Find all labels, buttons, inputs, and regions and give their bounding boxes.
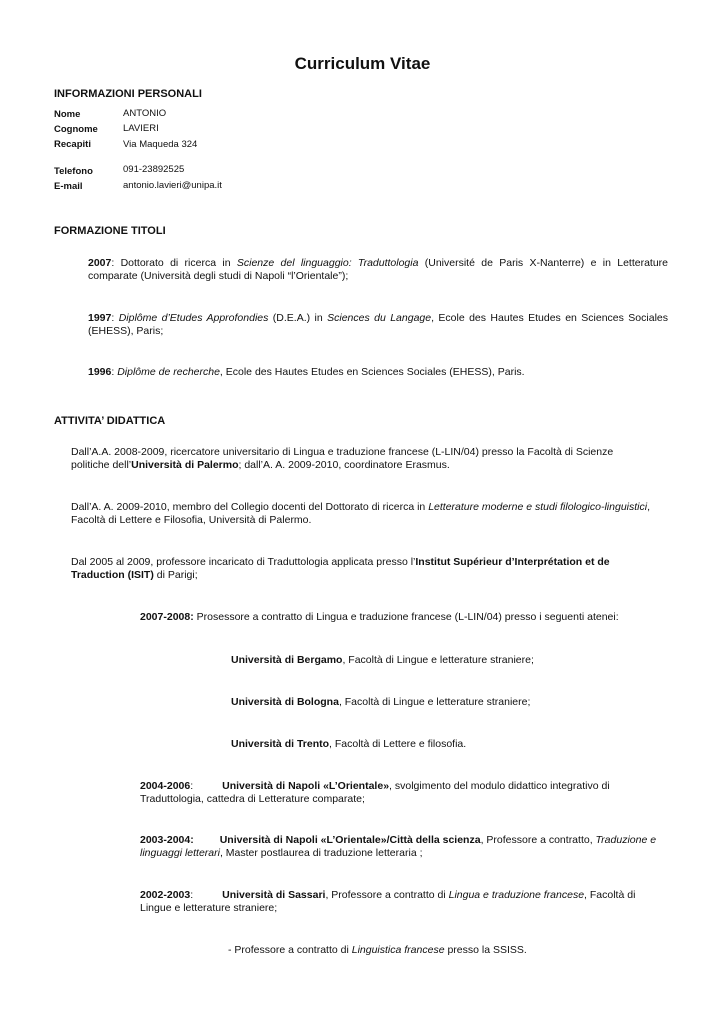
page-title: Curriculum Vitae bbox=[294, 54, 431, 73]
attivita-paragraph: Dal 2005 al 2009, professore incaricato di Traduttologia applicata presso l’Institut Supérieur d’Interprétation et de Traduction (ISIT) di Parigi; bbox=[71, 556, 610, 581]
label-recapiti: Recapiti bbox=[54, 139, 91, 150]
year: 2007 bbox=[88, 257, 112, 269]
university-item: Università di Bergamo, Facoltà di Lingue e letterature straniere; bbox=[231, 654, 534, 666]
year: 1997 bbox=[88, 312, 112, 324]
university-item: Università di Bologna, Facoltà di Lingue e letterature straniere; bbox=[231, 696, 531, 708]
experience-item: 2002-2003: Università di Sassari, Professore a contratto di Lingua e traduzione francese, Facoltà di Lingue e letterature straniere; bbox=[140, 889, 636, 914]
experience-item: - Professore a contratto di Linguistica francese presso la SSISS. bbox=[228, 944, 527, 956]
value-telefono: 091-23892525 bbox=[123, 164, 185, 175]
label-telefono: Telefono bbox=[54, 166, 93, 177]
value-recapiti: Via Maqueda 324 bbox=[123, 139, 198, 150]
experience-item: 2004-2006: Università di Napoli «L’Orientale», svolgimento del modulo didattico integrativo di Traduttologia, cattedra di Letterature comparate; bbox=[140, 780, 610, 805]
label-email: E-mail bbox=[54, 181, 83, 192]
value-nome: ANTONIO bbox=[123, 108, 167, 119]
label-nome: Nome bbox=[54, 109, 81, 120]
formazione-item: 2007: Dottorato di ricerca in Scienze del linguaggio: Traduttologia (Université de Paris X-Nanterre) e in Letterature comparate (Università degli studi di Napoli “l’Orientale”); bbox=[88, 257, 669, 282]
formazione-item: 1996: Diplôme de recherche, Ecole des Hautes Etudes en Sciences Sociales (EHESS), Paris. bbox=[88, 366, 525, 378]
experience-item: 2003-2004: Università di Napoli «L’Orientale»/Città della scienza, Professore a contratto, Traduzione e linguaggi letterari, Master postlaurea di traduzione letteraria ; bbox=[140, 834, 657, 859]
personal-heading: INFORMAZIONI PERSONALI bbox=[54, 88, 202, 100]
attivita-paragraph: Dall’A.A. 2008-2009, ricercatore universitario di Lingua e traduzione francese (L-LIN/04) presso la Facoltà di Scienze politiche dell’Università di Palermo; dall’A. A. 2009-2010, coordinatore Erasmus. bbox=[71, 446, 614, 471]
formazione-heading: FORMAZIONE TITOLI bbox=[54, 225, 166, 237]
year: 1996 bbox=[88, 366, 112, 378]
value-email: antonio.lavieri@unipa.it bbox=[123, 180, 222, 191]
label-cognome: Cognome bbox=[54, 124, 98, 135]
attivita-heading: ATTIVITA’ DIDATTICA bbox=[54, 415, 166, 427]
formazione-item: 1997: Diplôme d’Etudes Approfondies (D.E.A.) in Sciences du Langage, Ecole des Hautes Etudes en Sciences Sociales (EHESS), Paris; bbox=[88, 312, 668, 337]
university-item: Università di Trento, Facoltà di Lettere e filosofia. bbox=[231, 738, 467, 750]
attivita-paragraph: Dall’A. A. 2009-2010, membro del Collegio docenti del Dottorato di ricerca in Letterature moderne e studi filologico-linguistici, Facoltà di Lettere e Filosofia, Università di Palermo. bbox=[71, 501, 650, 526]
attivita-paragraph: 2007-2008: Prosessore a contratto di Lingua e traduzione francese (L-LIN/04) presso i seguenti atenei: bbox=[140, 611, 619, 623]
value-cognome: LAVIERI bbox=[123, 123, 159, 134]
